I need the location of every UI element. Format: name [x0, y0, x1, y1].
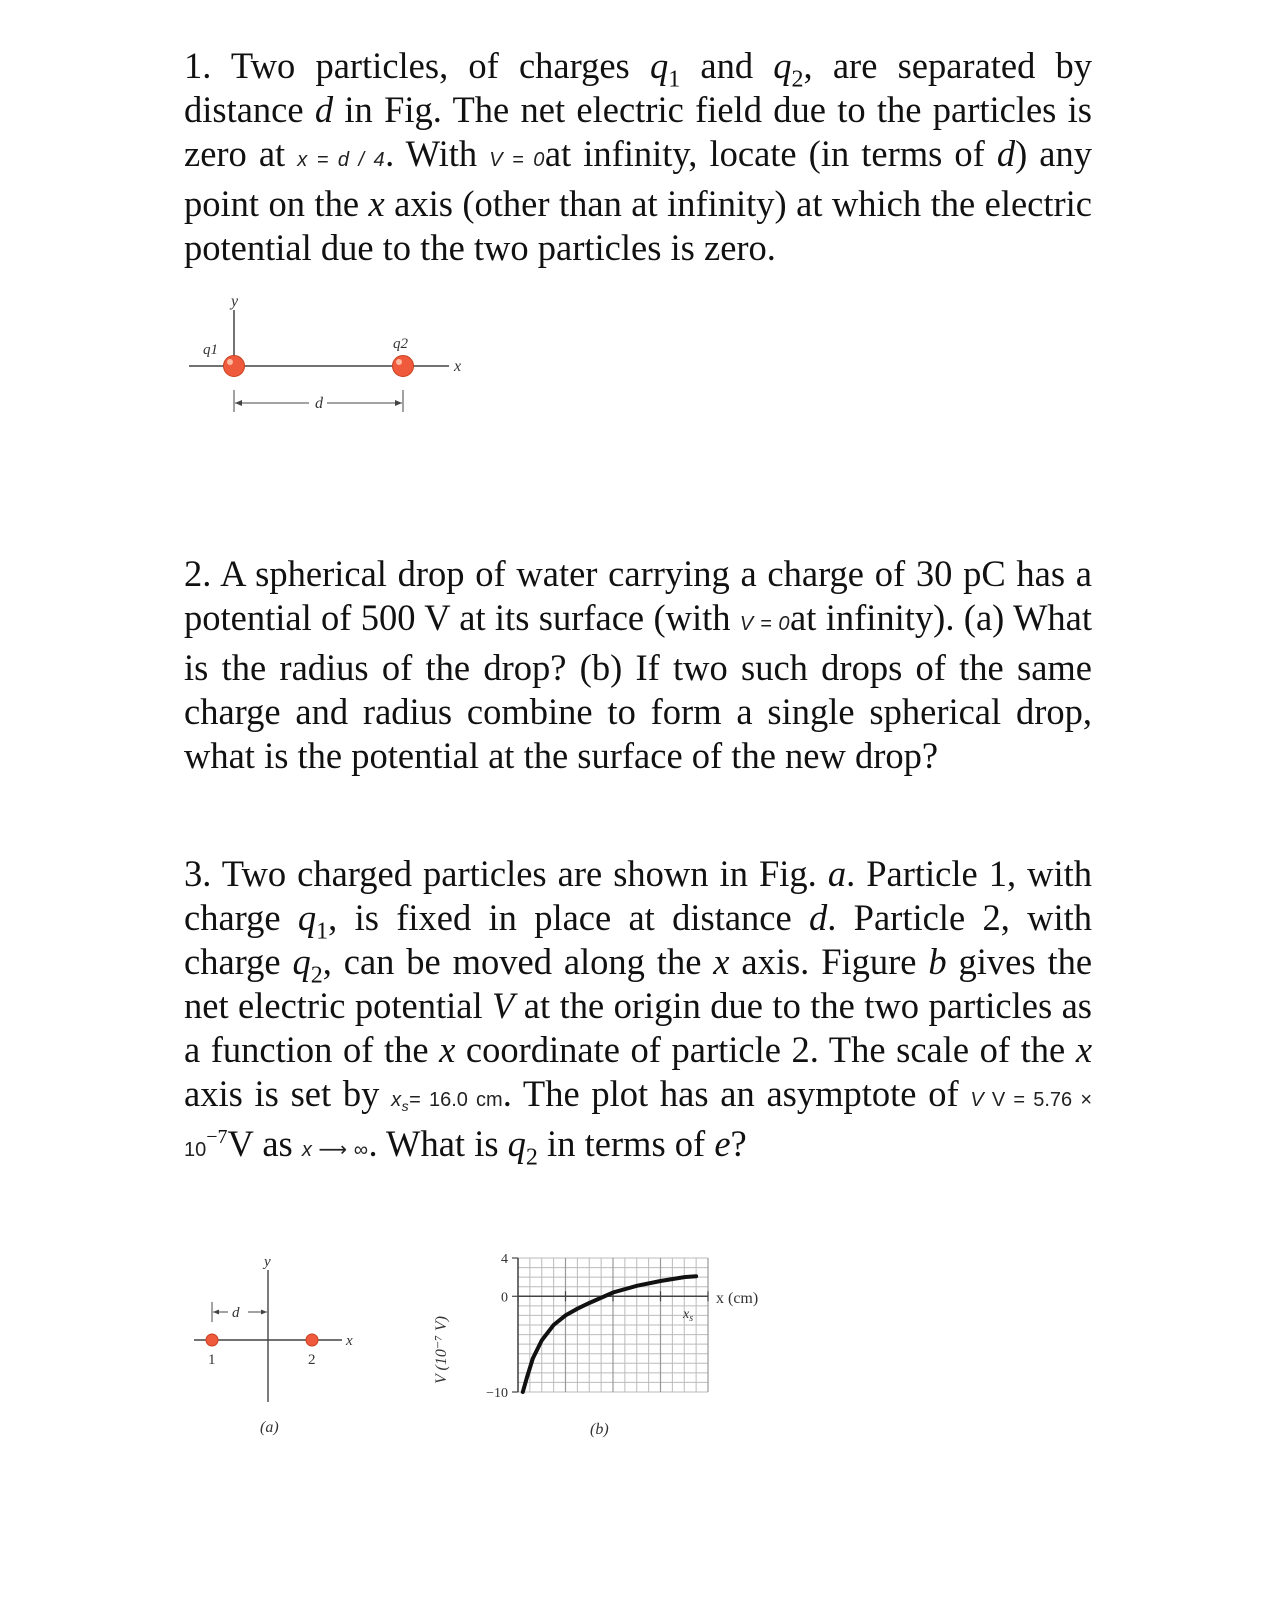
- x-label: x: [454, 358, 462, 375]
- xs-expression: $x_s$: [391, 1089, 410, 1114]
- asymptote-expression: V V = 5.76 × 10: [184, 1089, 1093, 1161]
- caption-b: (b): [590, 1421, 609, 1438]
- figure-3b-chart: [420, 1240, 800, 1450]
- q1-label: q1: [203, 342, 218, 358]
- y-axis-label: V (10⁻⁷ V): [433, 1316, 450, 1384]
- problem-3-text: 3. Two charged particles are shown in Fig. a. Particle 1, with charge $q_1$, is fixed in place at distance d. Particle 2, with charge $q_2$, can be moved along the x axis. Figure b gives the net electric potential V at the origin due to the two particles as a function of the x coordinate of particle 2. The scale of the x axis is set by $x_s= 16.0$ cm. The plot has an asymptote of V $V = 5.76 \times 10^{-7}V$ as x ⟶ ∞. What is $q_2$ in terms of e?: [184, 853, 1093, 1171]
- charge-q1: [224, 356, 245, 377]
- figure-1: [185, 288, 485, 428]
- particle-2-label: 2: [308, 1352, 316, 1368]
- y-tick-label: 0: [501, 1290, 508, 1306]
- q2-label: q2: [393, 336, 408, 352]
- particle-1-label: 1: [208, 1352, 216, 1368]
- v-zero-2: V = 0: [739, 613, 791, 635]
- problem-2-text: 2. A spherical drop of water carrying a charge of 30 pC has a potential of 500 V at its surface (with V = 0at infinity). (a) What is the radius of the drop? (b) If two such drops of the same charge and radius combine to form a single spherical drop, what is the potential at the surface of the new drop?: [184, 553, 1093, 776]
- xs-tick-label: $x_s$: [683, 1307, 694, 1324]
- condition-x: x = d / 4: [297, 149, 386, 171]
- charge-q2: [393, 356, 414, 377]
- particle-2: [306, 1334, 318, 1346]
- x-axis-label: x (cm): [716, 1290, 759, 1307]
- x-label: x: [346, 1333, 353, 1349]
- d-label: d: [232, 1305, 240, 1321]
- y-label: y: [264, 1254, 271, 1270]
- y-tick-label: −10: [486, 1386, 508, 1401]
- v-zero-1: V = 0: [489, 149, 545, 171]
- caption-a: (a): [260, 1419, 279, 1436]
- figure-3a: [190, 1250, 380, 1450]
- limit-expression: x ⟶ ∞: [301, 1139, 369, 1161]
- y-tick-label: 4: [501, 1252, 508, 1267]
- particle-1: [206, 1334, 218, 1346]
- y-label: y: [231, 293, 239, 310]
- problem-1-text: 1. Two particles, of charges $q_1$ and $q_2$, are separated by distance d in Fig. The net electric field due to the particles is zero at x = d / 4. With V = 0at infinity, locate (in terms of d) any point on the x axis (other than at infinity) at which the electric potential due to the two particles is zero.: [184, 45, 1093, 268]
- d-label: d: [315, 395, 323, 412]
